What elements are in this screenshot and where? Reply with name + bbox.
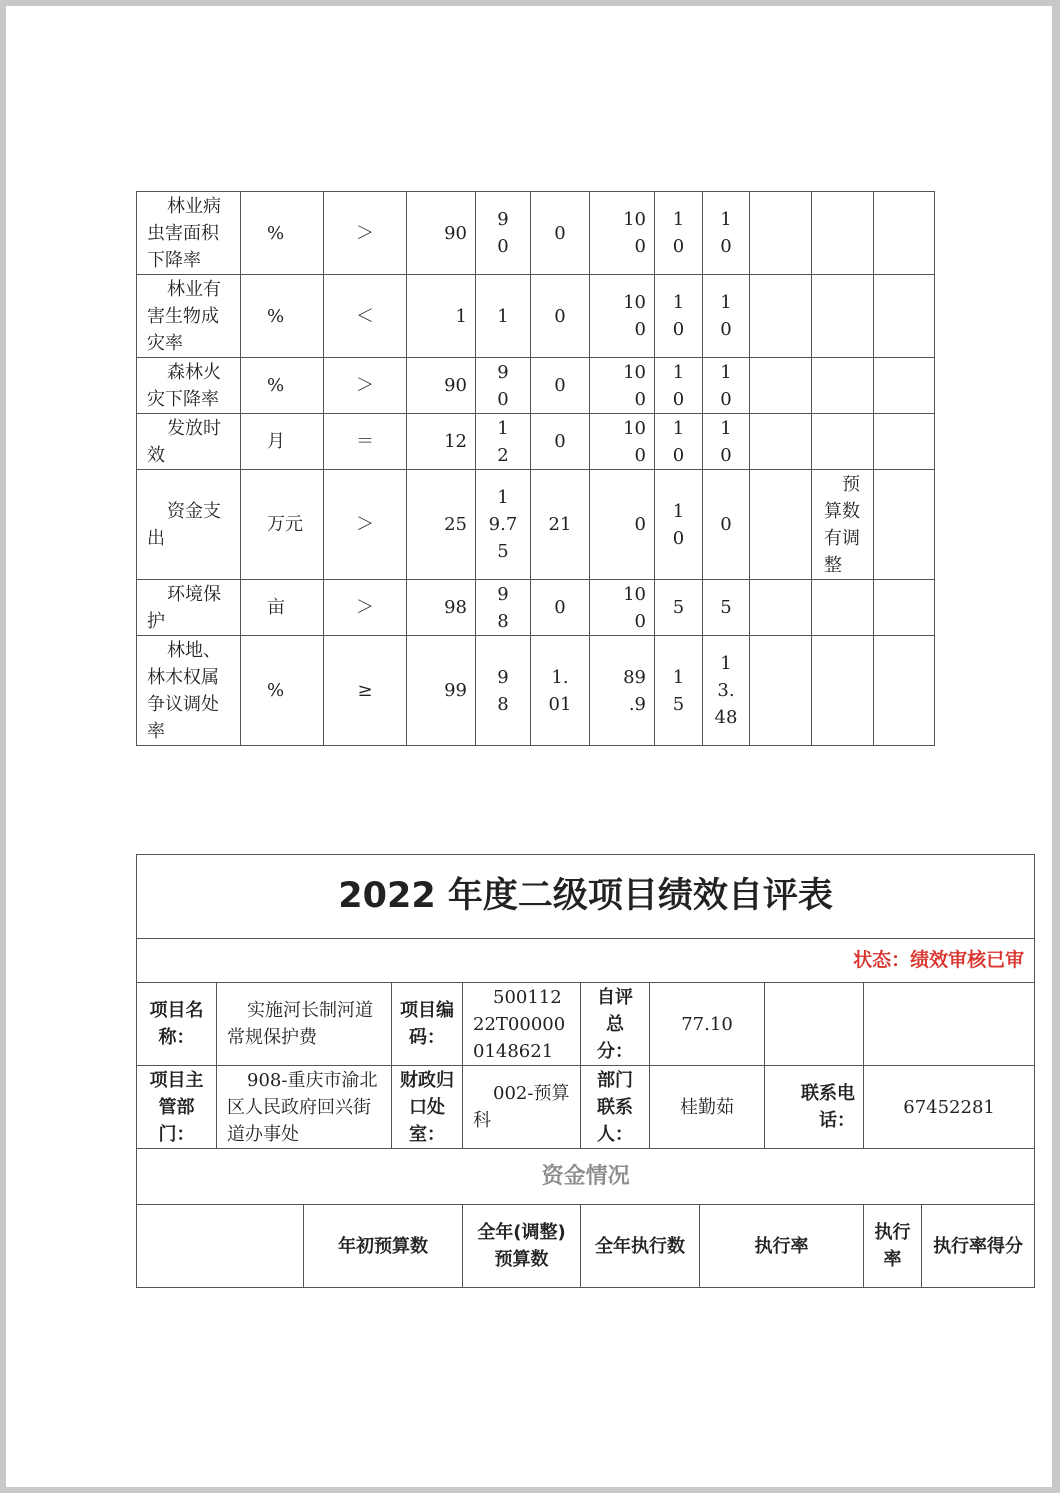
blank-cell xyxy=(137,1205,304,1288)
table-row xyxy=(137,580,935,636)
indicator-note: 预算数有调整 xyxy=(812,470,874,580)
table-row xyxy=(137,636,935,746)
blank-cell xyxy=(874,275,935,358)
indicator-name: 林业有害生物成灾率 xyxy=(137,275,241,358)
blank-cell xyxy=(750,358,812,414)
blank-cell xyxy=(874,636,935,746)
blank-cell xyxy=(750,636,812,746)
project-name-label: 项目名称： xyxy=(137,983,217,1066)
indicator-target: 12 xyxy=(407,414,476,470)
blank-cell xyxy=(750,275,812,358)
indicator-actual: 9 0 xyxy=(476,358,531,414)
blank-cell xyxy=(874,470,935,580)
indicator-weight: 1 0 xyxy=(655,470,703,580)
blank-cell xyxy=(750,580,812,636)
indicator-weight: 1 0 xyxy=(655,358,703,414)
indicator-completion-rate: 10 0 xyxy=(590,275,655,358)
indicator-note xyxy=(812,414,874,470)
indicator-table xyxy=(136,191,935,746)
indicator-target: 98 xyxy=(407,580,476,636)
indicator-score: 1 0 xyxy=(703,358,750,414)
indicator-comparison: ＞ xyxy=(324,580,407,636)
indicator-target: 90 xyxy=(407,192,476,275)
blank-cell xyxy=(765,983,864,1066)
indicator-name: 发放时效 xyxy=(137,414,241,470)
table-row xyxy=(137,358,935,414)
total-score-value: 77.10 xyxy=(650,983,765,1066)
indicator-unit: % xyxy=(241,636,324,746)
indicator-score: 1 0 xyxy=(703,275,750,358)
document-page xyxy=(6,6,1052,1487)
self-evaluation-table xyxy=(136,854,1035,1288)
project-code-value: 50011222T000000148621 xyxy=(463,983,581,1066)
indicator-unit: % xyxy=(241,275,324,358)
indicator-name: 环境保护 xyxy=(137,580,241,636)
blank-cell xyxy=(750,470,812,580)
indicator-actual: 1 xyxy=(476,275,531,358)
indicator-score: 5 xyxy=(703,580,750,636)
indicator-comparison: ＞ xyxy=(324,358,407,414)
indicator-note xyxy=(812,358,874,414)
indicator-completion-rate: 10 0 xyxy=(590,580,655,636)
table-row xyxy=(137,470,935,580)
indicator-name: 资金支出 xyxy=(137,470,241,580)
indicator-deviation: 0 xyxy=(531,192,590,275)
indicator-completion-rate: 10 0 xyxy=(590,414,655,470)
indicator-note xyxy=(812,636,874,746)
indicator-score: 1 0 xyxy=(703,414,750,470)
indicator-comparison: ＞ xyxy=(324,470,407,580)
indicator-unit: % xyxy=(241,192,324,275)
blank-cell xyxy=(874,192,935,275)
indicator-note xyxy=(812,580,874,636)
indicator-weight: 1 0 xyxy=(655,414,703,470)
project-name-value: 实施河长制河道常规保护费 xyxy=(217,983,392,1066)
finance-office-value: 002-预算科 xyxy=(463,1066,581,1149)
indicator-deviation: 0 xyxy=(531,358,590,414)
indicator-actual: 9 8 xyxy=(476,580,531,636)
indicator-table-body xyxy=(137,192,935,746)
table-row xyxy=(137,275,935,358)
contact-label: 部门联系人： xyxy=(581,1066,650,1149)
phone-label: 联系电话： xyxy=(765,1066,864,1149)
indicator-unit: 月 xyxy=(241,414,324,470)
col-executed-amount: 全年执行数 xyxy=(581,1205,700,1288)
indicator-name: 林业病虫害面积下降率 xyxy=(137,192,241,275)
indicator-name: 林地、林木权属争议调处率 xyxy=(137,636,241,746)
indicator-target: 25 xyxy=(407,470,476,580)
indicator-score: 1 0 xyxy=(703,192,750,275)
contact-value: 桂勤茹 xyxy=(650,1066,765,1149)
department-label: 项目主管部门： xyxy=(137,1066,217,1149)
col-execution-rate-2: 执行率 xyxy=(864,1205,922,1288)
indicator-completion-rate: 10 0 xyxy=(590,192,655,275)
indicator-weight: 5 xyxy=(655,580,703,636)
indicator-unit: % xyxy=(241,358,324,414)
total-score-label: 自评总分： xyxy=(581,983,650,1066)
indicator-score: 1 3. 48 xyxy=(703,636,750,746)
col-execution-rate: 执行率 xyxy=(700,1205,864,1288)
indicator-actual: 9 8 xyxy=(476,636,531,746)
indicator-target: 1 xyxy=(407,275,476,358)
section-funds-heading: 资金情况 xyxy=(137,1149,1035,1205)
indicator-weight: 1 5 xyxy=(655,636,703,746)
indicator-deviation: 21 xyxy=(531,470,590,580)
indicator-comparison: ＜ xyxy=(324,275,407,358)
phone-value: 67452281 xyxy=(864,1066,1035,1149)
indicator-actual: 1 9.7 5 xyxy=(476,470,531,580)
indicator-comparison: ＞ xyxy=(324,192,407,275)
indicator-note xyxy=(812,192,874,275)
indicator-weight: 1 0 xyxy=(655,275,703,358)
col-rate-score: 执行率得分 xyxy=(922,1205,1035,1288)
table-row xyxy=(137,414,935,470)
indicator-target: 99 xyxy=(407,636,476,746)
indicator-note xyxy=(812,275,874,358)
indicator-completion-rate: 10 0 xyxy=(590,358,655,414)
indicator-score: 0 xyxy=(703,470,750,580)
indicator-deviation: 0 xyxy=(531,414,590,470)
indicator-unit: 万元 xyxy=(241,470,324,580)
indicator-completion-rate: 0 xyxy=(590,470,655,580)
indicator-deviation: 0 xyxy=(531,275,590,358)
blank-cell xyxy=(874,414,935,470)
indicator-deviation: 0 xyxy=(531,580,590,636)
indicator-target: 90 xyxy=(407,358,476,414)
col-adjusted-budget: 全年(调整)预算数 xyxy=(463,1205,581,1288)
indicator-comparison: ≥ xyxy=(324,636,407,746)
department-value: 908-重庆市渝北区人民政府回兴街道办事处 xyxy=(217,1066,392,1149)
indicator-completion-rate: 89 .9 xyxy=(590,636,655,746)
table-row xyxy=(137,192,935,275)
indicator-actual: 9 0 xyxy=(476,192,531,275)
indicator-actual: 1 2 xyxy=(476,414,531,470)
finance-office-label: 财政归口处室： xyxy=(392,1066,463,1149)
blank-cell xyxy=(864,983,1035,1066)
blank-cell xyxy=(750,192,812,275)
project-code-label: 项目编码： xyxy=(392,983,463,1066)
blank-cell xyxy=(750,414,812,470)
indicator-weight: 1 0 xyxy=(655,192,703,275)
page-title: 2022 年度二级项目绩效自评表 xyxy=(137,855,1035,939)
indicator-deviation: 1. 01 xyxy=(531,636,590,746)
col-initial-budget: 年初预算数 xyxy=(304,1205,463,1288)
blank-cell xyxy=(874,358,935,414)
indicator-name: 森林火灾下降率 xyxy=(137,358,241,414)
indicator-unit: 亩 xyxy=(241,580,324,636)
status-badge: 状态：绩效审核已审 xyxy=(137,939,1035,983)
indicator-comparison: ＝ xyxy=(324,414,407,470)
blank-cell xyxy=(874,580,935,636)
